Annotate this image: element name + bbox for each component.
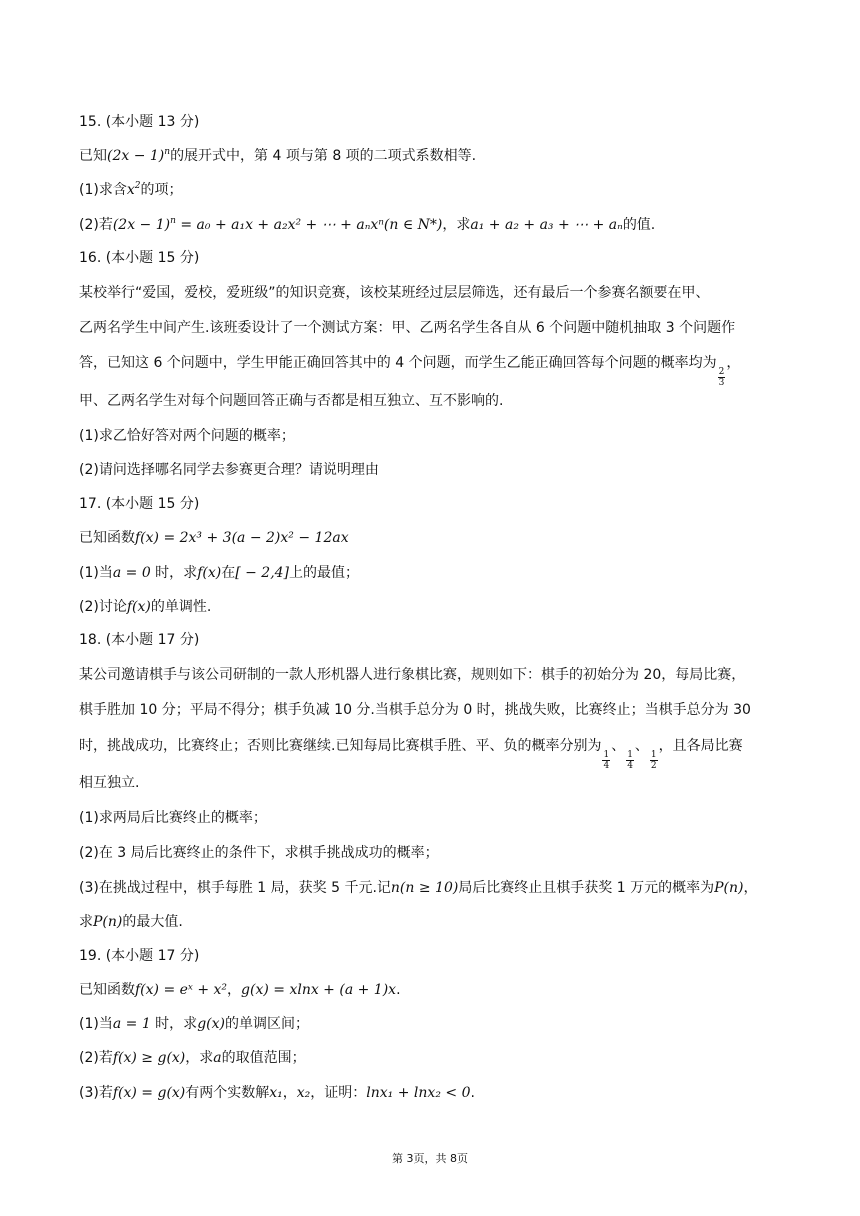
problem-18-q2 bbox=[79, 843, 782, 863]
text: 的单调性. bbox=[150, 599, 212, 615]
text: 局后比赛终止且棋手获奖 1 万元的概率为 bbox=[458, 880, 715, 896]
fraction-numerator: 2 bbox=[718, 367, 725, 377]
problem-17-q1 bbox=[79, 563, 782, 583]
problem-16-line1 bbox=[79, 283, 782, 303]
text: (2)若 bbox=[79, 217, 113, 233]
fraction-denominator: 2 bbox=[650, 761, 657, 771]
text: 的展开式中，第 4 项与第 8 项的二项式系数相等. bbox=[170, 148, 477, 164]
fraction-numerator: 1 bbox=[627, 750, 633, 760]
problem-15-header bbox=[79, 112, 782, 132]
header-text: 16. (本小题 15 分) bbox=[79, 250, 200, 266]
text: ，求 bbox=[442, 217, 471, 233]
text: ，证明： bbox=[310, 1085, 367, 1101]
problem-18-line4 bbox=[79, 773, 782, 793]
text: 时，求 bbox=[150, 565, 198, 581]
header-text: 18. (本小题 17 分) bbox=[79, 632, 200, 648]
math-text: = a₀ + a₁x + a₂x² + ⋯ + aₙxⁿ(n ∈ N*) bbox=[180, 217, 443, 233]
text: ，且各局比赛 bbox=[658, 738, 743, 754]
problem-19-q3 bbox=[79, 1083, 782, 1103]
text: (3)若 bbox=[79, 1085, 113, 1101]
problem-15-intro bbox=[79, 146, 782, 166]
text: 的取值范围； bbox=[221, 1050, 306, 1066]
math-expression: lnx₁ + lnx₂ < 0 bbox=[366, 1085, 471, 1101]
problem-16-q1 bbox=[79, 426, 782, 446]
text: (1)求乙恰好答对两个问题的概率； bbox=[79, 428, 295, 444]
text: (2)请问选择哪名同学去参赛更合理？请说明理由 bbox=[79, 462, 379, 478]
header-text: 17. (本小题 15 分) bbox=[79, 496, 200, 512]
text: 答，已知这 6 个问题中，学生甲能正确回答其中的 4 个问题，而学生乙能正确回答每个问题的概率均为 bbox=[79, 355, 717, 371]
page-number: 第 3页，共 8页 bbox=[392, 1152, 468, 1165]
text: . bbox=[470, 1085, 475, 1101]
math-text: (2x − 1) bbox=[112, 217, 171, 233]
text: ，求 bbox=[185, 1050, 214, 1066]
fraction bbox=[650, 750, 658, 771]
text: (1)求含 bbox=[79, 182, 127, 198]
math-expression: f(x) = g(x) bbox=[112, 1085, 186, 1101]
math-expression: f(x) bbox=[126, 599, 151, 615]
math-text: x bbox=[126, 182, 135, 198]
text: 已知 bbox=[79, 148, 107, 164]
problem-19-header bbox=[79, 946, 782, 966]
text: 的值. bbox=[622, 217, 656, 233]
text: 的单调区间； bbox=[224, 1016, 309, 1032]
problem-16-line3 bbox=[79, 353, 782, 388]
math-text: (2x − 1) bbox=[107, 148, 165, 164]
text: 的项； bbox=[140, 182, 183, 198]
math-expression: f(x) = eˣ + x² bbox=[135, 982, 228, 998]
text: 时，求 bbox=[150, 1016, 198, 1032]
problem-15-q2 bbox=[79, 215, 782, 235]
math-sup: 2 bbox=[134, 181, 141, 191]
fraction bbox=[718, 367, 726, 388]
math-expression bbox=[113, 217, 443, 233]
math-sup: n bbox=[164, 147, 171, 157]
problem-17-intro bbox=[79, 528, 782, 548]
text: (1)当 bbox=[79, 1016, 113, 1032]
page-footer bbox=[0, 1150, 860, 1166]
math-sup: n bbox=[170, 216, 176, 226]
math-expression: a bbox=[213, 1050, 222, 1066]
text: 有两个实数解 bbox=[185, 1085, 270, 1101]
math-expression: x₂ bbox=[296, 1085, 311, 1101]
text: (2)讨论 bbox=[79, 599, 127, 615]
problem-16-header bbox=[79, 248, 782, 268]
fraction-denominator: 3 bbox=[718, 378, 725, 388]
math-expression: n(n ≥ 10) bbox=[390, 880, 459, 896]
problem-19-intro bbox=[79, 980, 782, 1000]
problem-18-header bbox=[79, 630, 782, 650]
problem-16-line2 bbox=[79, 318, 782, 338]
math-expression: a = 0 bbox=[112, 565, 151, 581]
fraction-denominator: 4 bbox=[627, 761, 633, 771]
text: ， bbox=[743, 880, 758, 896]
text: (1)求两局后比赛终止的概率； bbox=[79, 810, 267, 826]
text: 乙两名学生中间产生.该班委设计了一个测试方案：甲、乙两名学生各自从 6 个问题中随机抽取 3 个问题作 bbox=[79, 320, 736, 336]
math-expression: f(x) = 2x³ + 3(a − 2)x² − 12ax bbox=[135, 530, 349, 546]
problem-18-q3 bbox=[79, 878, 782, 898]
math-expression: f(x) bbox=[197, 565, 222, 581]
problem-16-q2 bbox=[79, 460, 782, 480]
text: (3)在挑战过程中，棋手每胜 1 局，获奖 5 千元.记 bbox=[79, 880, 391, 896]
text: (2)若 bbox=[79, 1050, 113, 1066]
header-text: 15. (本小题 13 分) bbox=[79, 114, 200, 130]
math-expression bbox=[107, 148, 170, 164]
text: 某公司邀请棋手与该公司研制的一款人形机器人进行象棋比赛，规则如下：棋手的初始分为 20，每局比赛， bbox=[79, 667, 746, 683]
text: 在 bbox=[221, 565, 236, 581]
text: ， bbox=[282, 1085, 297, 1101]
text: 、 bbox=[634, 738, 649, 754]
math-expression: P(n) bbox=[93, 914, 123, 930]
text: ， bbox=[227, 982, 242, 998]
fraction-denominator: 4 bbox=[603, 761, 610, 771]
math-expression: P(n) bbox=[714, 880, 744, 896]
text: 求 bbox=[79, 914, 93, 930]
text: 上的最值； bbox=[289, 565, 360, 581]
header-text: 19. (本小题 17 分) bbox=[79, 948, 200, 964]
fraction bbox=[602, 750, 610, 771]
text: 棋手胜加 10 分；平局不得分；棋手负减 10 分.当棋手总分为 0 时，挑战失败，比赛终止；当棋手总分为 30 bbox=[79, 702, 751, 718]
text: 、 bbox=[611, 738, 626, 754]
text: ， bbox=[726, 355, 741, 371]
text: 已知函数 bbox=[79, 982, 135, 998]
fraction-numerator: 1 bbox=[650, 750, 657, 760]
text: (1)当 bbox=[79, 565, 113, 581]
problem-15-q1 bbox=[79, 180, 782, 200]
text: 相互独立. bbox=[79, 775, 140, 791]
text: (2)在 3 局后比赛终止的条件下，求棋手挑战成功的概率； bbox=[79, 845, 439, 861]
text: . bbox=[396, 982, 401, 998]
problem-18-q1 bbox=[79, 808, 782, 828]
problem-18-line3 bbox=[79, 736, 782, 771]
math-expression bbox=[127, 182, 141, 198]
problem-18-q3-line2 bbox=[79, 912, 782, 932]
text: 某校举行“爱国，爱校，爱班级”的知识竞赛，该校某班经过层层筛选，还有最后一个参赛名额要在甲、 bbox=[79, 285, 710, 301]
math-expression: f(x) ≥ g(x) bbox=[112, 1050, 186, 1066]
problem-19-q1 bbox=[79, 1014, 782, 1034]
fraction-numerator: 1 bbox=[603, 750, 610, 760]
fraction bbox=[626, 750, 634, 771]
math-expression: [ − 2,4] bbox=[235, 565, 290, 581]
math-expression: g(x) = xlnx + (a + 1)x bbox=[241, 982, 397, 998]
math-expression: g(x) bbox=[197, 1016, 225, 1032]
math-expression: a₁ + a₂ + a₃ + ⋯ + aₙ bbox=[470, 217, 623, 233]
text: 时，挑战成功，比赛终止；否则比赛继续.已知每局比赛棋手胜、平、负的概率分别为 bbox=[79, 738, 602, 754]
problem-17-header bbox=[79, 494, 782, 514]
text: 的最大值. bbox=[122, 914, 183, 930]
problem-18-line2 bbox=[79, 700, 782, 720]
math-expression: a = 1 bbox=[112, 1016, 151, 1032]
problem-18-line1 bbox=[79, 665, 782, 685]
text: 已知函数 bbox=[79, 530, 135, 546]
math-expression: x₁ bbox=[269, 1085, 283, 1101]
text: 甲、乙两名学生对每个问题回答正确与否都是相互独立、互不影响的. bbox=[79, 393, 504, 409]
problem-19-q2 bbox=[79, 1048, 782, 1068]
problem-16-line4 bbox=[79, 391, 782, 411]
problem-17-q2 bbox=[79, 597, 782, 617]
